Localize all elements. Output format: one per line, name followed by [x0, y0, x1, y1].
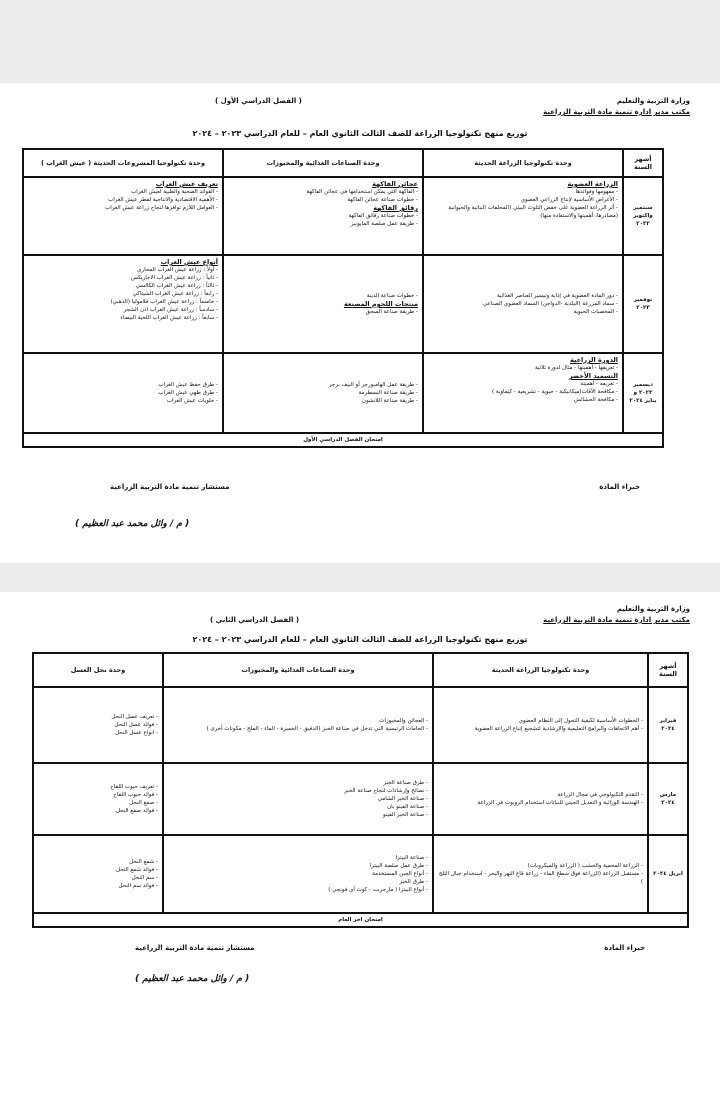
unit-2-cell	[223, 177, 423, 255]
list-item: - صمغ النحل	[38, 799, 158, 807]
topic-list	[38, 713, 158, 737]
advisor-signature-label: مستشار تنمية مادة التربية الزراعية	[135, 944, 255, 952]
list-item: - الفاكهة التي يمكن استخدامها في عجائن الفاكهة	[228, 188, 418, 196]
list-item: - طريقة صناعة البسطرمة	[228, 389, 418, 397]
unit-3-cell	[33, 687, 163, 763]
topic-list	[428, 364, 618, 372]
unit-3-cell	[33, 835, 163, 913]
unit-3-cell	[23, 255, 223, 353]
list-item: - أنواع البيتزا ( مارجريت - كوت أي فونجي )	[168, 886, 428, 894]
list-item: - المخصبات الحيوية	[428, 308, 618, 316]
topic-list	[228, 292, 418, 300]
list-item: - طريقة صناعة السجق	[228, 308, 418, 316]
header-unit-1: وحدة تكنولوجيا الزراعة الحديثة	[433, 653, 648, 687]
advisor-signature-label: مستشار تنمية مادة التربية الزراعية	[110, 483, 230, 491]
unit-1-cell	[433, 763, 648, 835]
header-unit-3: وحدة تكنولوجيا المشروعات الحديثة ( عيش الغراب )	[23, 149, 223, 177]
topic-list	[438, 717, 643, 733]
list-item: - صناعة الخبز الشامي	[168, 795, 428, 803]
list-item: - خطوات صناعة الدبنة	[228, 292, 418, 300]
month-cell: سبتمبر واكتوبر ٢٠٢٣	[623, 177, 663, 255]
list-item: - خطوات صناعة عجائن الفاكهة	[228, 196, 418, 204]
list-item: - طرق حفظ عيش الغراب	[28, 381, 218, 389]
topic-list	[38, 783, 158, 815]
topic-heading: عجائن الفاكهة	[372, 180, 418, 188]
topic-list	[168, 779, 428, 819]
advisor-name: ( م / وائل محمد عبد العظيم )	[75, 519, 190, 529]
topic-list	[428, 188, 618, 220]
list-item: - فوائد شمع النحل	[38, 866, 158, 874]
unit-3-cell	[23, 353, 223, 433]
list-item: - سم النحل	[38, 874, 158, 882]
table-row	[23, 255, 663, 353]
list-item: - خطوات صناعة رقائق الفاكهة	[228, 212, 418, 220]
list-item: - تعريف حبوب اللقاح	[38, 783, 158, 791]
unit-1-cell	[423, 353, 623, 433]
header-unit-3: وحدة نحل العسل	[33, 653, 163, 687]
list-item: - صناعة البيتزا	[168, 854, 428, 862]
unit-1-cell	[423, 177, 623, 255]
unit-2-cell	[163, 835, 433, 913]
topic-list	[428, 380, 618, 404]
list-item: - رابعاً : زراعة عيش الغراب الشيتاكي	[28, 290, 218, 298]
exam-label: امتحان الفصل الدراسي الأول	[23, 433, 663, 447]
document-title: توزيع منهج تكنولوجيا الزراعة للصف الثالث الثانوي العام – للعام الدراسي ٢٠٢٣ – ٢٠٢٤	[192, 635, 528, 644]
ministry-name: وزارة التربية والتعليم	[616, 97, 690, 105]
topic-list	[28, 381, 218, 405]
list-item: - نصائح وإرشادات لنجاح صناعة الخبز	[168, 787, 428, 795]
topic-list	[228, 188, 418, 204]
table-row	[33, 687, 688, 763]
topic-list	[28, 188, 218, 212]
month-cell: ديسمبر ٢٠٢٣ و يناير ٢٠٢٤	[623, 353, 663, 433]
unit-3-cell	[23, 177, 223, 255]
list-item: - فوائد صمغ النحل	[38, 807, 158, 815]
unit-1-cell	[423, 255, 623, 353]
header-unit-1: وحدة تكنولوجيا الزراعة الحديثة	[423, 149, 623, 177]
table-row	[23, 353, 663, 433]
unit-1-cell	[433, 687, 648, 763]
list-item: - طرق صناعة الخبز	[168, 779, 428, 787]
unit-3-cell	[33, 763, 163, 835]
table-header-row	[33, 653, 688, 687]
list-item: - صناعة الخبز الفينو	[168, 811, 428, 819]
syllabus-table	[32, 652, 689, 928]
topic-heading: منتجات اللحوم المصنعة	[343, 300, 418, 308]
office-name: مكتب مدير ادارة تنمية مادة التربية الزراعية	[543, 108, 690, 116]
topic-heading: رقائق الفاكهة	[373, 204, 418, 212]
list-item: - مستقبل الزراعة (الزراعة فوق سطح الماء - زراعة قاع النهر والبحر - استخدام جبال الثلج )	[438, 870, 643, 886]
list-item: - الأهمية الاقتصادية والانتاجية لفطر عيش الغراب	[28, 196, 218, 204]
unit-2-cell	[223, 255, 423, 353]
list-item: - ثانياً : زراعة عيش الغراب الاجاريكس	[28, 274, 218, 282]
list-item: - ثالثاً : زراعة عيش الغراب الكالسي	[28, 282, 218, 290]
topic-list	[438, 862, 643, 886]
list-item: - مفهومها وفوائدها	[428, 188, 618, 196]
list-item: - انواع عسل النحل	[38, 729, 158, 737]
list-item: - طرق الخبز	[168, 878, 428, 886]
topic-list	[28, 266, 218, 322]
list-item: - طرق عمل صلصة البيتزا	[168, 862, 428, 870]
list-item: - العوامل اللازم توافرها لنجاح زراعة عيش الغراب	[28, 204, 218, 212]
month-cell: فبراير ٢٠٢٤	[648, 687, 688, 763]
topic-list	[428, 292, 618, 316]
ministry-name: وزارة التربية والتعليم	[616, 605, 690, 613]
header-block	[543, 96, 690, 118]
list-item: - فوائد سم النحل	[38, 882, 158, 890]
office-name: مكتب مدير ادارة تنمية مادة التربية الزراعية	[543, 616, 690, 624]
list-item: - الزراعة المحمية والحشب ( الزراعة والميكروبات)	[438, 862, 643, 870]
unit-2-cell	[163, 687, 433, 763]
list-item: - طريقة صناعة اللانشون	[228, 397, 418, 405]
list-item: - فوائد عسل النحل	[38, 721, 158, 729]
term-label: ( الفصل الدراسي الأول )	[215, 97, 302, 105]
topic-heading: التسميد الأخضر	[568, 372, 618, 380]
document-page-1	[0, 83, 720, 563]
list-item: - حلويات عيش الغراب	[28, 397, 218, 405]
list-item: - الخامات الرئيسية التي تدخل في صناعة الخبز (الدقيق - الخميرة - الماء - الملح - مكونات أخرى )	[168, 725, 428, 733]
term-label: ( الفصل الدراسي الثاني )	[210, 616, 300, 624]
topic-heading: تعريف عيش الغراب	[155, 180, 218, 188]
month-cell: ابريل ٢٠٢٤	[648, 835, 688, 913]
list-item: - فوائد حبوب اللقاح	[38, 791, 158, 799]
list-item: - مكافحة الآفات(ميكانيكية - حيوية - تشريعية - كيماوية )	[428, 388, 618, 396]
unit-1-cell	[433, 835, 648, 913]
list-item: - الهندسة الوراثية و التعديل الجيني للنباتات استخدام الروبوت في الزراعة	[438, 799, 643, 807]
header-months: أشهر السنة	[623, 149, 663, 177]
list-item: - العجائن والمخبوزات	[168, 717, 428, 725]
list-item: - تعريفها - أهميتها - مثال لدورة ثلاثية	[428, 364, 618, 372]
list-item: - تعريفه - أهميته	[428, 380, 618, 388]
document-page-2	[0, 592, 720, 1099]
document-title: توزيع منهج تكنولوجيا الزراعة للصف الثالث الثانوي العام – للعام الدراسي ٢٠٢٣ – ٢٠٢٤	[192, 129, 528, 138]
syllabus-table	[22, 148, 664, 448]
topic-list	[438, 791, 643, 807]
list-item: - صناعة الفينو بان	[168, 803, 428, 811]
list-item: - سادساً : زراعة عيش الغراب اذن الشجر	[28, 306, 218, 314]
list-item: - مكافحة الحشائش	[428, 396, 618, 404]
month-cell: نوفمبر ٢٠٢٣	[623, 255, 663, 353]
topic-heading: الزراعة العضوية	[567, 180, 618, 188]
exam-row	[33, 913, 688, 927]
list-item: - تعريف عسل النحل	[38, 713, 158, 721]
month-cell: مارس ٢٠٢٤	[648, 763, 688, 835]
experts-signature-label: خبراء المادة	[599, 483, 640, 491]
topic-heading: الدورة الزراعية	[569, 356, 618, 364]
topic-list	[38, 858, 158, 890]
table-header-row	[23, 149, 663, 177]
header-unit-2: وحدة الصناعات الغذائية والمخبوزات	[163, 653, 433, 687]
unit-2-cell	[223, 353, 423, 433]
topic-list	[228, 212, 418, 228]
list-item: - الفوائد الصحية والطبية لعيش الغراب	[28, 188, 218, 196]
experts-signature-label: خبراء المادة	[604, 944, 645, 952]
list-item: - طرق طهي عيش الغراب	[28, 389, 218, 397]
topic-heading: أنواع عيش الغراب	[160, 258, 218, 266]
list-item: - أهم الاتجاهات والبرامج التعليمية والإرشادية لتشجيع إتباع الزراعة العضوية	[438, 725, 643, 733]
list-item: - سماد المزرعة (البلدية -الدواجن) السماد العضوي الصناعي	[428, 300, 618, 308]
table-row	[33, 763, 688, 835]
list-item: - شمع النحل	[38, 858, 158, 866]
list-item: - الخطوات الأساسية لكيفية التحول إلى النظام العضوي	[438, 717, 643, 725]
exam-label: امتحان اخر العام	[33, 913, 688, 927]
header-unit-2: وحدة الصناعات الغذائية والمخبوزات	[223, 149, 423, 177]
list-item: - سابعاً : زراعة عيش الغراب اللحية البيضاء	[28, 314, 218, 322]
list-item: - أولاً : زراعة عيش الغراب المحاري	[28, 266, 218, 274]
list-item: - طريقة عمل الهامبورجر أو البيف برجر	[228, 381, 418, 389]
topic-list	[168, 717, 428, 733]
header-months: أشهر السنة	[648, 653, 688, 687]
table-row	[33, 835, 688, 913]
header-block	[543, 604, 690, 626]
advisor-name: ( م / وائل محمد عبد العظيم )	[135, 974, 250, 984]
topic-list	[228, 381, 418, 405]
unit-2-cell	[163, 763, 433, 835]
list-item: - طريقة عمل صلصة المايونيز	[228, 220, 418, 228]
topic-list	[228, 308, 418, 316]
list-item: - أثر الزراعة العضوية على خفض التلوث البيئي (المخلفات النباتية والحيوانية (مصادرها، أهميتها والاستفادة منها)	[428, 204, 618, 220]
list-item: - أنواع الجبن المستخدمة	[168, 870, 428, 878]
table-row	[23, 177, 663, 255]
topic-list	[168, 854, 428, 894]
exam-row	[23, 433, 663, 447]
list-item: - خامساً : زراعة عيش الغراب فلاموليا (الذهبي)	[28, 298, 218, 306]
list-item: - التقدم التكنولوجي في مجال الزراعة	[438, 791, 643, 799]
list-item: - دور المادة العضوية في إذابة وتيسير العناصر الغذائية	[428, 292, 618, 300]
list-item: - الأغراض الأساسية لإنتاج الزراعي العضوي	[428, 196, 618, 204]
